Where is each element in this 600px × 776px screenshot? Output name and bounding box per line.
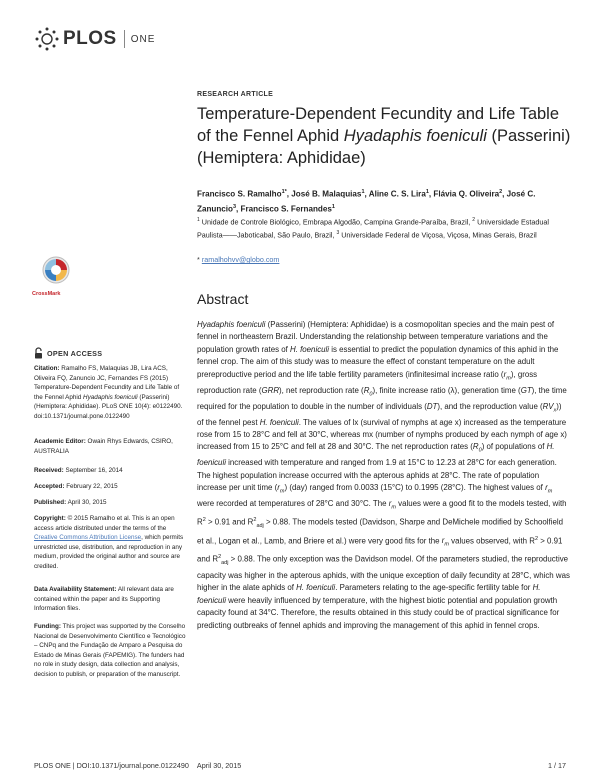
- received-date: September 16, 2014: [65, 467, 123, 474]
- data-availability-label: Data Availability Statement:: [34, 586, 117, 593]
- abstract-body: Hyadaphis foeniculi (Passerini) (Hemiptera: Aphididae) is a cosmopolitan species and the main pest of fennel in northeastern Brazil. Understanding the relationship between temperature variations and the population growth rates of H. foeniculi is essential to predict the population dynamics of this aphid in the fennel crop. The aim of this study was to measure the effect of constant temperature on the adult prereproductive period and the life table fertility parameters (infinitesimal increase ratio $(r_m)$, gross reproduction rate (GRR), net reproduction rate $(R_0)$, finite increase ratio (λ), generation time (GT), the time required for the population to double in the number of individuals (DT), and the reproduction value $(RV_x)$) of the fennel pest H. foeniculi. The values of lx (survival of nymphs at age x) increased as the temperature rose from 15 to 28°C and fell at 30°C, whereas mx (number of nymphs produced by each nymph of age x) increased from 15 to 25°C and fell at 28 and 30°C. The net reproduction rates $(R_0)$ of populations of H. foeniculi increased with temperature and ranged from 1.9 at 15°C to 12.23 at 28°C for each generation. The highest population increase occurred with the apterous aphids at 28°C. The rate of population increase per unit time $(r_m)$ (day) ranged from 0.0033 (15°C) to 0.1995 (28°C). The highest values of $r_m$ were recorded at temperatures of 28°C and 30°C. The $r_m$ values were a good fit to the models tested, with $R^2 > 0.91$ and $R^2_{adj} > 0.88$. The models tested (Davidson, Sharpe and DeMichele modified by Schoolfield et al., Logan et al., Lamb, and Briere et al.) were very good fits for the $r_m$ values observed, with $R^2 > 0.91$ and $R^2_{adj} > 0.88$. The only exception was the Davidson model. Of the parameters studied, the reproductive capacity was higher in the apterous aphids, with the unique exception of daily fecundity at 28°C, which was higher in the alate aphids of H. foeniculi. Parameters relating to the age-specific fertility table for H. foeniculi were heavily influenced by temperature, with the highest biotic potential and population growth capacity found at 34°C. Therefore, the results obtained in this study could be of practical significance for predicting outbreaks of fennel aphids and improving the management of this aphid in fennel crops.: [197, 320, 570, 630]
- affiliation-1: Unidade de Controle Biológico, Embrapa Algodão, Campina Grande-Paraíba, Brazil,: [201, 217, 471, 227]
- editor-label: Academic Editor:: [34, 438, 86, 445]
- crossmark-label[interactable]: CrossMark: [32, 291, 61, 297]
- journal-logo[interactable]: [34, 26, 155, 52]
- author-name[interactable]: José C. Zanuncio: [197, 189, 536, 214]
- author-affil-sup: 2: [499, 189, 503, 195]
- accepted-date: February 22, 2015: [66, 483, 118, 490]
- published-block: [34, 498, 186, 508]
- author-name[interactable]: Francisco S. Fernandes: [240, 204, 332, 214]
- author-affil-sup: 1: [425, 189, 429, 195]
- plos-logo-icon: [34, 26, 60, 52]
- author-affil-sup: 1: [331, 203, 335, 210]
- editor-block: [34, 437, 186, 456]
- footer-doi: PLOS ONE | DOI:10.1371/journal.pone.0122490: [34, 761, 189, 770]
- editor-text: Owain Rhys Edwards, CSIRO, AUSTRALIA: [34, 438, 173, 455]
- copyright-text: © 2015 Ramalho et al. This is an open access article distributed under the terms of the: [34, 515, 175, 532]
- license-link[interactable]: Creative Commons Attribution License: [34, 534, 142, 542]
- title-part-2: (Passerini) (Hemiptera: Aphididae): [197, 127, 571, 167]
- open-lock-icon: [34, 347, 43, 359]
- corresponding-mark: *: [284, 189, 287, 195]
- author-affil-sup: 3: [232, 203, 237, 210]
- page-footer: [34, 761, 566, 770]
- received-block: [34, 466, 186, 476]
- funding-text: This project was supported by the Conselho Nacional de Desenvolvimento Científico e Tecnológico – CNPq and the Fundação de Amparo a Pesquisa do Estado de Minas Gerais (FAPEMIG). The funders had no role in study design, data collection and analysis, decision to publish, or preparation of the manuscript.: [34, 623, 186, 678]
- author-name[interactable]: Aline C. S. Lira: [368, 189, 426, 199]
- email-mark: *: [197, 255, 200, 264]
- copyright-label: Copyright:: [34, 515, 66, 522]
- accepted-label: Accepted:: [34, 483, 65, 490]
- crossmark-icon[interactable]: [34, 255, 78, 305]
- citation-block: [34, 364, 186, 422]
- logo-separator: [124, 30, 125, 48]
- title-part-1: Temperature-Dependent Fecundity and Life Table of the Fennel Aphid: [197, 105, 560, 145]
- funding-label: Funding:: [34, 623, 61, 630]
- article-title: [197, 103, 575, 169]
- copyright-text-end: , which permits unrestricted use, distribution, and reproduction in any medium, provided the original author and source are credited.: [34, 534, 184, 570]
- author-name[interactable]: Flávia Q. Oliveira: [433, 189, 500, 199]
- data-availability-text: All relevant data are contained within the paper and its Supporting Information files.: [34, 586, 174, 613]
- data-availability-block: [34, 585, 186, 614]
- open-access-badge: [34, 347, 102, 359]
- logo-subtitle: ONE: [130, 33, 156, 45]
- affiliations: $^1$ Unidade de Controle Biológico, Embrapa Algodão, Campina Grande-Paraíba, Brazil, $^2$ Universidade Estadual Paulista——Jaboticabal, São Paulo, Brazil, $^3$ Universidade Federal de Viçosa, Viçosa, Minas Gerais, Brazil: [197, 217, 549, 240]
- published-date: April 30, 2015: [67, 499, 107, 506]
- citation-text-end: (Passerini) (Hemiptera: Aphididae). PLoS ONE 10(4): e0122490. doi:10.1371/journal.pone.0122490: [34, 393, 183, 420]
- citation-label: Citation:: [34, 365, 60, 372]
- accepted-block: [34, 482, 186, 492]
- open-access-label: OPEN ACCESS: [47, 348, 103, 358]
- page-number: 1 / 17: [548, 761, 566, 770]
- received-label: Received:: [34, 467, 64, 474]
- author-affil-sup: 1: [281, 189, 285, 195]
- author-name[interactable]: José B. Malaquias: [291, 189, 362, 199]
- affiliation-3: Universidade Federal de Viçosa, Viçosa, Minas Gerais, Brazil: [341, 230, 537, 240]
- funding-block: [34, 622, 186, 680]
- copyright-block: [34, 514, 186, 572]
- title-species: Hyadaphis foeniculi: [343, 127, 487, 145]
- author-name[interactable]: Francisco S. Ramalho: [197, 189, 282, 199]
- citation-text: Ramalho FS, Malaquias JB, Lira ACS, Oliveira FQ, Zanuncio JC, Fernandes FS (2015) Temperature-Dependent Fecundity and Life Table of the Fennel Aphid: [34, 365, 180, 401]
- affiliation-2: Universidade Estadual Paulista——Jaboticabal, São Paulo, Brazil,: [197, 217, 549, 240]
- logo-text: PLOS: [63, 28, 117, 49]
- author-list: Francisco S. Ramalho$^{1*}$, José B. Malaquias$^1$, Aline C. S. Lira$^1$, Flávia Q. Oliveira$^2$, José C. Zanuncio$^3$, Francisco S. Fernandes$^1$: [197, 189, 536, 214]
- corresponding-email: [197, 255, 279, 264]
- email-link[interactable]: ramalhohvv@globo.com: [201, 255, 280, 264]
- abstract-heading: Abstract: [197, 291, 249, 307]
- author-affil-sup: 1: [361, 189, 365, 195]
- citation-species: Hyadaphis foeniculi: [83, 393, 138, 401]
- footer-date: April 30, 2015: [196, 761, 242, 770]
- section-label: RESEARCH ARTICLE: [197, 91, 274, 98]
- published-label: Published:: [34, 499, 67, 506]
